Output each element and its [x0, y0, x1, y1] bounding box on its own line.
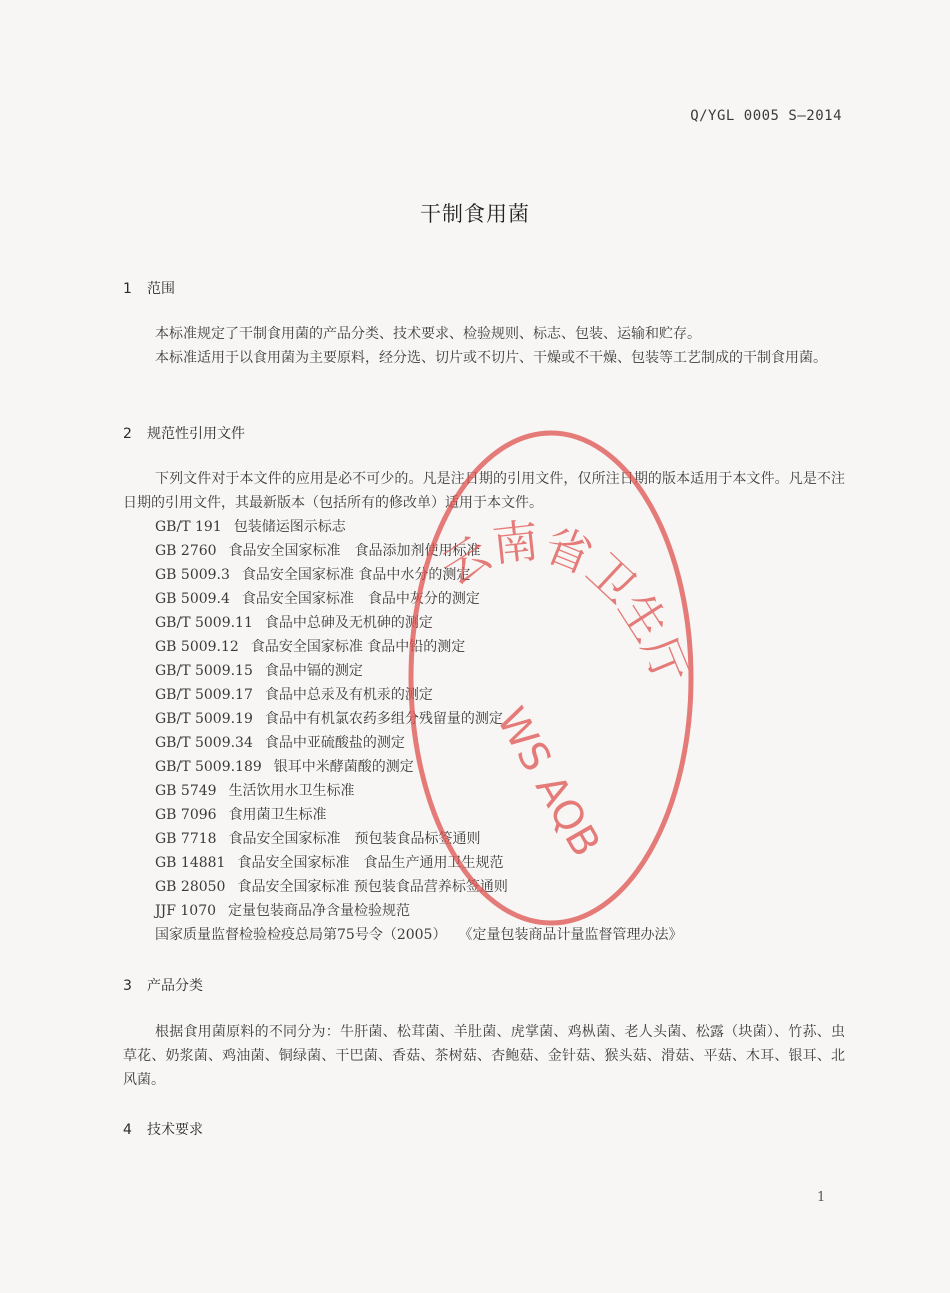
reference-code: GB 2760	[155, 543, 217, 559]
scope-paragraph-1: 本标准规定了干制食用菌的产品分类、技术要求、检验规则、标志、包装、运输和贮存。	[155, 326, 701, 342]
reference-title: 食品中亚硫酸盐的测定	[264, 735, 405, 751]
classification-text	[123, 1020, 845, 1092]
reference-title: 包装储运图示标志	[233, 519, 346, 535]
section-title: 技术要求	[147, 1122, 203, 1138]
reference-item	[155, 875, 682, 899]
reference-code: GB 28050	[155, 879, 226, 895]
reference-code: GB/T 191	[155, 519, 222, 535]
reference-title: 食品安全国家标准 食品中水分的测定	[241, 567, 471, 583]
reference-code: GB 5009.12	[155, 639, 239, 655]
reference-code: GB 7718	[155, 831, 217, 847]
reference-item	[155, 611, 682, 635]
reference-title: 食品中总汞及有机汞的测定	[264, 687, 433, 703]
reference-code: GB/T 5009.189	[155, 759, 262, 775]
reference-title: 定量包装商品净含量检验规范	[228, 903, 411, 919]
reference-title: 银耳中米酵菌酸的测定	[273, 759, 414, 775]
reference-item	[155, 659, 682, 683]
section-1-heading	[123, 278, 175, 298]
reference-code: GB 5749	[155, 783, 217, 799]
reference-item	[155, 683, 682, 707]
reference-title: 食用菌卫生标准	[228, 807, 327, 823]
classification-paragraph: 根据食用菌原料的不同分为：牛肝菌、松茸菌、羊肚菌、虎掌菌、鸡枞菌、老人头菌、松露（块菌）、竹荪、虫草花、奶浆菌、鸡油菌、铜绿菌、干巴菌、香菇、茶树菇、杏鲍菇、金针菇、猴头菇、滑菇、平菇、木耳、银耳、北风菌。	[123, 1024, 845, 1088]
scope-paragraph-2: 本标准适用于以食用菌为主要原料，经分选、切片或不切片、干燥或不干燥、包装等工艺制成的干制食用菌。	[155, 350, 827, 366]
reference-item	[155, 827, 682, 851]
scope-text	[123, 322, 845, 370]
references-intro	[123, 467, 845, 515]
section-number: 1	[123, 281, 132, 297]
reference-item	[155, 731, 682, 755]
reference-code: GB/T 5009.19	[155, 711, 253, 727]
reference-title: 食品中镉的测定	[264, 663, 363, 679]
seal-arc-text: 云南省卫生厅	[432, 513, 700, 693]
reference-code: GB 5009.4	[155, 591, 230, 607]
section-title: 产品分类	[147, 978, 203, 994]
reference-title: 食品安全国家标准 预包装食品标签通则	[228, 831, 481, 847]
reference-code: JJF 1070	[155, 903, 217, 919]
reference-title: 食品安全国家标准 食品添加剂使用标准	[228, 543, 481, 559]
reference-title: 食品安全国家标准 食品生产通用卫生规范	[237, 855, 504, 871]
reference-code: 国家质量监督检验检疫总局第75号令（2005）	[155, 927, 447, 943]
reference-item	[155, 707, 682, 731]
reference-item	[155, 563, 682, 587]
section-number: 3	[123, 978, 132, 994]
section-number: 4	[123, 1122, 132, 1138]
reference-item	[155, 635, 682, 659]
reference-code: GB/T 5009.34	[155, 735, 253, 751]
standard-number: Q/YGL 0005 S—2014	[690, 108, 842, 124]
reference-item	[155, 923, 682, 947]
reference-item	[155, 515, 682, 539]
reference-code: GB/T 5009.11	[155, 615, 253, 631]
seal-inner-text: WS AQB	[487, 700, 609, 865]
reference-item	[155, 851, 682, 875]
reference-item	[155, 539, 682, 563]
reference-title: 食品安全国家标准 食品中铅的测定	[250, 639, 466, 655]
reference-list	[155, 515, 682, 947]
reference-item	[155, 803, 682, 827]
reference-title: 食品安全国家标准 食品中灰分的测定	[241, 591, 480, 607]
section-title: 规范性引用文件	[147, 426, 245, 442]
reference-item	[155, 587, 682, 611]
page-number: 1	[817, 1190, 826, 1205]
section-title: 范围	[147, 281, 175, 297]
reference-item	[155, 755, 682, 779]
section-4-heading	[123, 1119, 203, 1139]
reference-title: 食品中总砷及无机砷的测定	[264, 615, 433, 631]
section-number: 2	[123, 426, 132, 442]
reference-code: GB/T 5009.17	[155, 687, 253, 703]
references-intro-text: 下列文件对于本文件的应用是必不可少的。凡是注日期的引用文件，仅所注日期的版本适用于本文件。凡是不注日期的引用文件，其最新版本（包括所有的修改单）适用于本文件。	[123, 471, 845, 511]
document-title: 干制食用菌	[420, 202, 530, 226]
reference-code: GB 7096	[155, 807, 217, 823]
section-2-heading	[123, 423, 245, 443]
reference-title: 食品安全国家标准 预包装食品营养标签通则	[237, 879, 508, 895]
reference-item	[155, 779, 682, 803]
reference-code: GB/T 5009.15	[155, 663, 253, 679]
reference-code: GB 5009.3	[155, 567, 230, 583]
reference-code: GB 14881	[155, 855, 226, 871]
reference-title: 食品中有机氯农药多组分残留量的测定	[264, 711, 503, 727]
reference-title: 《定量包装商品计量监督管理办法》	[458, 927, 683, 943]
reference-title: 生活饮用水卫生标准	[228, 783, 355, 799]
section-3-heading	[123, 975, 203, 995]
reference-item	[155, 899, 682, 923]
